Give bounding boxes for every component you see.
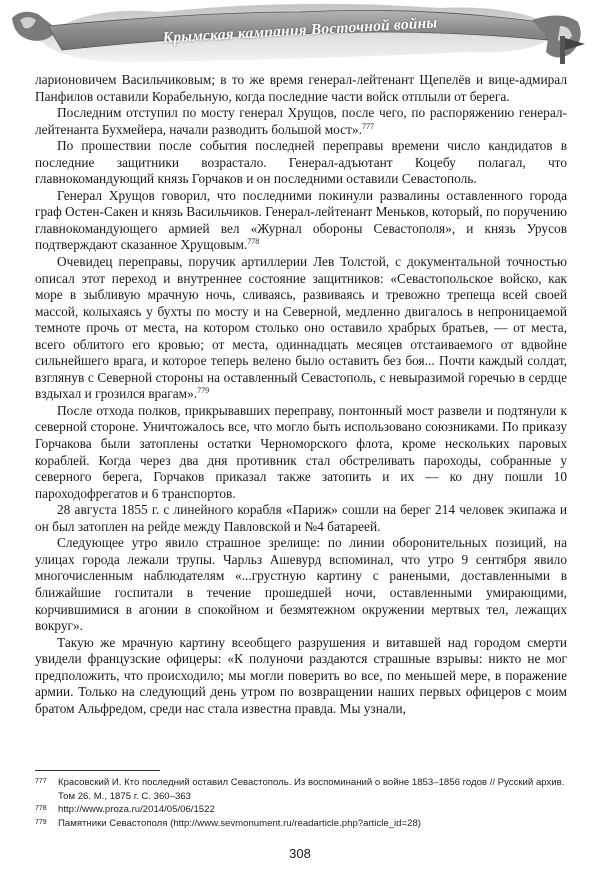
footnote-link[interactable]: http://www.proza.ru/2014/05/06/1522 (58, 804, 215, 816)
paragraph: Такую же мрачную картину всеобщего разрушения и витавшей над городом смерти увидели французские офицеры: «К полуночи раздаются страшные взрывы: никто не мог предположить, что происходило; мы могли поверить во все, по меньшей мере, в поражение армии. Только на следующий день утром по возвращении наших первых офицеров с моим братом Альфредом, среди нас стала известна правда. Мы узнали, (35, 634, 567, 716)
paragraph: Генерал Хрущов говорил, что последними покинули развалины оставленного города граф Остен-Сакен и князь Васильчиков. Генерал-лейтенант Меньков, который, по поручению главнокомандующего армией вел «Журнал обороны Севастополя», и князь Урусов подтверждают сказанное Хрущовым.$^{778}$ (35, 187, 567, 253)
paragraph: 28 августа 1855 г. с линейного корабля «Париж» сошли на берег 214 человек экипажа и он был затоплен на рейде между Павловской и №4 батареей. (35, 502, 567, 534)
page-number: 308 (289, 846, 311, 861)
footnote-item (35, 776, 575, 803)
footnotes (35, 776, 575, 830)
footnote-number: 779 (35, 818, 47, 826)
footnote-item (35, 803, 575, 817)
paragraph: ларионовичем Васильчиковым; в то же время генерал-лейтенант Щепелёв и вице-адмирал Панфилов оставили Корабельную, когда последние части войск отплыли от берега. (35, 72, 567, 104)
flag-post-icon (560, 36, 565, 64)
footnote-divider (35, 770, 160, 771)
paragraph: Очевидец переправы, поручик артиллерии Лев Толстой, с документальной точностью описал этот переход и внутреннее состояние защитников: «Севастопольское войско, как море в зыбливую мрачную ночь, сливаясь, развиваясь и тревожно трепеща всей своей массой, колыхаясь у бухты по мосту и на Северной, медленно двигалось в непроницаемой темноте прочь от места, на котором столько оно оставило храбрых братьев, — от места, всего облитого его кровью; от места, одиннадцать месяцев отстаиваемого от вдвойне сильнейшего врага, и которое теперь велено было оставить без боя... Почти каждый солдат, взглянув с Северной стороны на оставленный Севастополь, с невыразимой горечью в сердце вздыхал и грозился врагам».$^{779}$ (35, 254, 567, 402)
paragraph: По прошествии после события последней переправы времени число кандидатов в последние защитники возрастало. Генерал-адъютант Коцебу полагал, что главнокомандующий князь Горчаков и он последними оставили Севастополь. (35, 138, 567, 187)
footnote-item (35, 817, 575, 831)
paragraph: После отхода полков, прикрывавших переправу, понтонный мост развели и подтянули к северной стороне. Уничтожалось все, что могло быть использовано союзниками. По приказу Горчакова были затоплены остатки Черноморского флота, кроме нескольких паровых кораблей. Когда через два дня противник стал обстреливать пароходы, собранные у северного берега, Горчаков приказал также затопить и их — ко дну пошли 10 пароходофрегатов и 6 транспортов. (35, 402, 567, 501)
paragraph: Последним отступил по мосту генерал Хрущов, после чего, по распоряжению генерал-лейтенанта Бухмейера, начали разводить большой мост».$^{777}$ (35, 105, 567, 137)
footnote-text: Памятники Севастополя (http://www.sevmonument.ru/readarticle.php?article_id=28) (58, 817, 421, 829)
footnote-text: Красовский И. Кто последний оставил Севастополь. Из воспоминаний о войне 1853–1856 годов // Русский архив. Том 26. М., 1875 г. С. 360–363 (58, 777, 565, 802)
running-header-title: Крымская кампания Восточной войны (162, 14, 438, 47)
footnote-ref[interactable]: 779 (197, 386, 210, 396)
footnote-number: 777 (35, 778, 47, 785)
footnote-ref[interactable]: 777 (361, 121, 374, 131)
paragraph: Следующее утро явило страшное зрелище: по линии оборонительных позиций, на улицах города лежали трупы. Чарльз Ашевурд вспоминал, что утро 9 сентября явило многочисленным наблюдателям «...грустную картину с ранеными, доставленными в ближайшие госпитали в течение прошедшей ночи, оставленными умирающими, корчившимися в агонии в спокойном и безмятежном окружении мертвых тел, лежащих вокруг». (35, 535, 567, 634)
running-header (0, 0, 600, 74)
main-text (35, 72, 567, 717)
footnote-number: 778 (35, 805, 47, 813)
footnote-ref[interactable]: 778 (247, 237, 260, 247)
